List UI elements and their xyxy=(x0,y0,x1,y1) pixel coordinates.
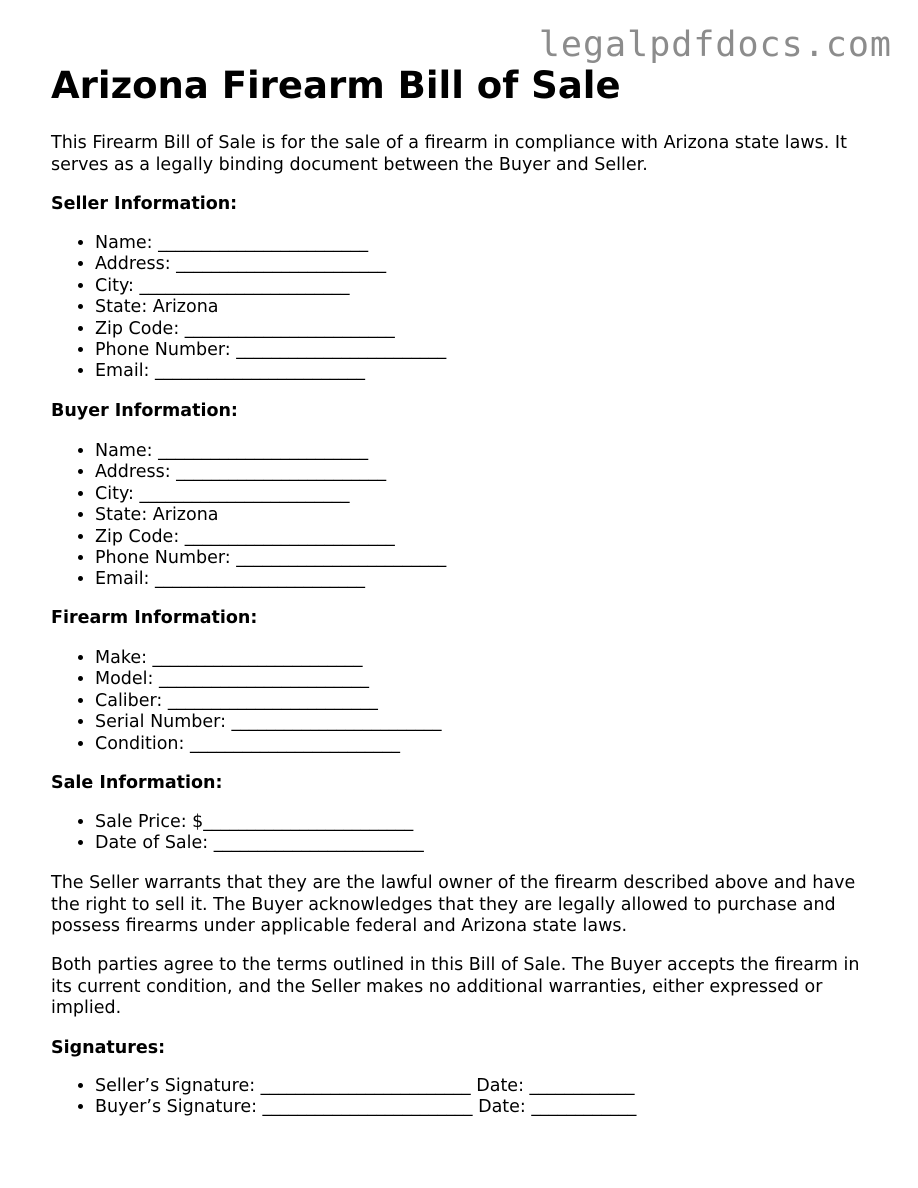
firearm-caliber-field: • Caliber: ________________________ xyxy=(95,691,442,712)
seller-phone-field: • Phone Number: ________________________ xyxy=(95,340,446,361)
intro-paragraph: This Firearm Bill of Sale is for the sale of a firearm in compliance with Arizona state laws. It serves as a legally binding document between the Buyer and Seller. xyxy=(51,133,847,175)
buyer-field-list xyxy=(51,441,446,591)
buyer-email-field: • Email: ________________________ xyxy=(95,569,446,590)
firearm-serial-field: • Serial Number: ________________________ xyxy=(95,712,442,733)
sale-heading: Sale Information: xyxy=(51,773,223,793)
seller-heading: Seller Information: xyxy=(51,194,238,214)
document-title: Arizona Firearm Bill of Sale xyxy=(51,64,621,107)
buyer-signature-field: • Buyer’s Signature: ________________________ Date: ____________ xyxy=(95,1097,636,1118)
seller-state-field: • State: Arizona xyxy=(95,297,446,318)
firearm-condition-field: • Condition: ________________________ xyxy=(95,734,442,755)
firearm-make-field: • Make: ________________________ xyxy=(95,648,442,669)
agreement-paragraph: Both parties agree to the terms outlined in this Bill of Sale. The Buyer accepts the firearm in its current condition, and the Seller makes no additional warranties, either expressed or implied. xyxy=(51,955,860,1018)
warranty-paragraph: The Seller warrants that they are the lawful owner of the firearm described above and have the right to sell it. The Buyer acknowledges that they are legally allowed to purchase and possess firearms under applicable federal and Arizona state laws. xyxy=(51,873,856,936)
buyer-phone-field: • Phone Number: ________________________ xyxy=(95,548,446,569)
seller-email-field: • Email: ________________________ xyxy=(95,361,446,382)
sale-field-list xyxy=(51,812,424,855)
buyer-heading: Buyer Information: xyxy=(51,401,238,421)
seller-name-field: • Name: ________________________ xyxy=(95,233,446,254)
buyer-state-field: • State: Arizona xyxy=(95,505,446,526)
firearm-field-list xyxy=(51,648,442,755)
sale-date-field: • Date of Sale: ________________________ xyxy=(95,833,424,854)
signature-field-list xyxy=(51,1076,636,1119)
signatures-heading: Signatures: xyxy=(51,1038,166,1058)
buyer-city-field: • City: ________________________ xyxy=(95,484,446,505)
seller-zip-field: • Zip Code: ________________________ xyxy=(95,319,446,340)
seller-address-field: • Address: ________________________ xyxy=(95,254,446,275)
firearm-heading: Firearm Information: xyxy=(51,608,258,628)
seller-city-field: • City: ________________________ xyxy=(95,276,446,297)
seller-field-list xyxy=(51,233,446,383)
firearm-model-field: • Model: ________________________ xyxy=(95,669,442,690)
buyer-zip-field: • Zip Code: ________________________ xyxy=(95,527,446,548)
seller-signature-field: • Seller’s Signature: ________________________ Date: ____________ xyxy=(95,1076,636,1097)
sale-price-field: • Sale Price: $________________________ xyxy=(95,812,424,833)
buyer-address-field: • Address: ________________________ xyxy=(95,462,446,483)
watermark: legalpdfdocs.com xyxy=(538,25,892,65)
buyer-name-field: • Name: ________________________ xyxy=(95,441,446,462)
